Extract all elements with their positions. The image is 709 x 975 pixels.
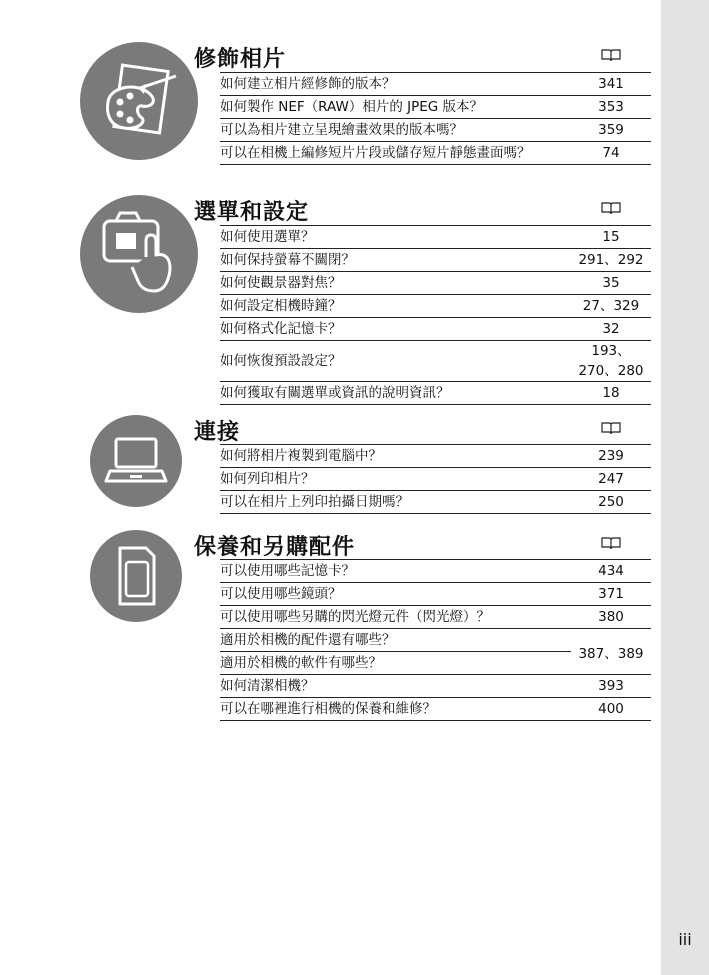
table-row <box>220 272 651 295</box>
table-row <box>220 675 651 698</box>
section-icon-circle <box>80 42 198 160</box>
section-icon-circle <box>90 415 182 507</box>
section-icon-circle <box>90 530 182 622</box>
question-text: 如何使用選單？ <box>220 229 315 245</box>
question-text: 如何製作 NEF（RAW）相片的 JPEG 版本？ <box>220 99 484 115</box>
question-text: 可以使用哪些另購的閃光燈元件（閃光燈）？ <box>220 609 490 625</box>
section-title: 保養和另購配件 <box>194 535 356 560</box>
page-ref: 193、270、280 <box>578 343 644 379</box>
table-row <box>220 583 651 606</box>
page-ref: 247 <box>598 471 624 487</box>
question-text: 可以為相片建立呈現繪畫效果的版本嗎？ <box>220 122 463 138</box>
section-title: 連接 <box>194 420 241 445</box>
table-row <box>220 341 651 382</box>
question-text: 可以在相片上列印拍攝日期嗎？ <box>220 494 409 510</box>
page-ref: 15 <box>602 229 620 245</box>
question-text: 如何設定相機時鐘？ <box>220 298 342 314</box>
table-row <box>220 318 651 341</box>
question-text: 可以使用哪些記憶卡？ <box>220 563 355 579</box>
page-ref: 27、329 <box>582 298 640 314</box>
question-text: 如何列印相片？ <box>220 471 315 487</box>
question-table <box>220 559 651 721</box>
page-ref: 380 <box>598 609 624 625</box>
question-text: 如何恢復預設設定？ <box>220 353 342 369</box>
page-ref: 341 <box>598 76 624 92</box>
page-ref: 18 <box>602 385 620 401</box>
page-reference-book-icon <box>601 421 621 435</box>
page-ref: 371 <box>598 586 624 602</box>
table-row <box>220 249 651 272</box>
table-row <box>220 606 651 629</box>
table-row <box>220 119 651 142</box>
table-row <box>220 382 651 405</box>
table-row <box>220 560 651 583</box>
page-ref: 393 <box>598 678 624 694</box>
section-title: 選單和設定 <box>194 200 310 225</box>
question-text: 如何將相片複製到電腦中？ <box>220 448 382 464</box>
question-text: 如何獲取有關選單或資訊的說明資訊？ <box>220 385 450 401</box>
question-table <box>220 72 651 165</box>
question-table <box>220 225 651 405</box>
page-ref: 353 <box>598 99 624 115</box>
page-ref: 291、292 <box>578 252 644 268</box>
table-row <box>220 468 651 491</box>
table-row-pair <box>220 629 651 675</box>
page-ref: 74 <box>602 145 620 161</box>
laptop-icon <box>90 415 182 507</box>
question-text: 如何使觀景器對焦？ <box>220 275 342 291</box>
question-table <box>220 444 651 514</box>
question-text: 如何建立相片經修飾的版本？ <box>220 76 396 92</box>
question-text: 可以使用哪些鏡頭？ <box>220 586 342 602</box>
table-row <box>220 142 651 165</box>
table-row <box>220 491 651 514</box>
question-text: 如何格式化記憶卡？ <box>220 321 342 337</box>
question-text: 如何清潔相機？ <box>220 678 315 694</box>
section-icon-circle <box>80 195 198 313</box>
page-reference-book-icon <box>601 536 621 550</box>
page-ref: 387、389 <box>578 645 644 662</box>
question-text: 如何保持螢幕不關閉？ <box>220 252 355 268</box>
page-ref: 32 <box>602 321 620 337</box>
question-text: 可以在相機上編修短片片段或儲存短片靜態畫面嗎？ <box>220 145 531 161</box>
thumb-index-strip <box>661 0 709 975</box>
table-row <box>220 295 651 318</box>
page-ref: 250 <box>598 494 624 510</box>
page-ref: 359 <box>598 122 624 138</box>
camera-hand-icon <box>80 195 198 313</box>
page-reference-book-icon <box>601 201 621 215</box>
question-text: 可以在哪裡進行相機的保養和維修？ <box>220 701 436 717</box>
table-row <box>220 96 651 119</box>
table-row <box>220 445 651 468</box>
table-row <box>220 226 651 249</box>
page-ref: 400 <box>598 701 624 717</box>
table-row <box>220 698 651 721</box>
page-reference-book-icon <box>601 48 621 62</box>
section-title: 修飾相片 <box>194 47 287 72</box>
page-ref: 239 <box>598 448 624 464</box>
question-text: 適用於相機的軟件有哪些？ <box>220 655 382 671</box>
question-text: 適用於相機的配件還有哪些？ <box>220 629 571 652</box>
memory-card-icon <box>90 530 182 622</box>
retouch-palette-icon <box>80 42 198 160</box>
page-ref: 35 <box>602 275 620 291</box>
table-row <box>220 73 651 96</box>
page-ref: 434 <box>598 563 624 579</box>
page-number: iii <box>678 930 692 949</box>
